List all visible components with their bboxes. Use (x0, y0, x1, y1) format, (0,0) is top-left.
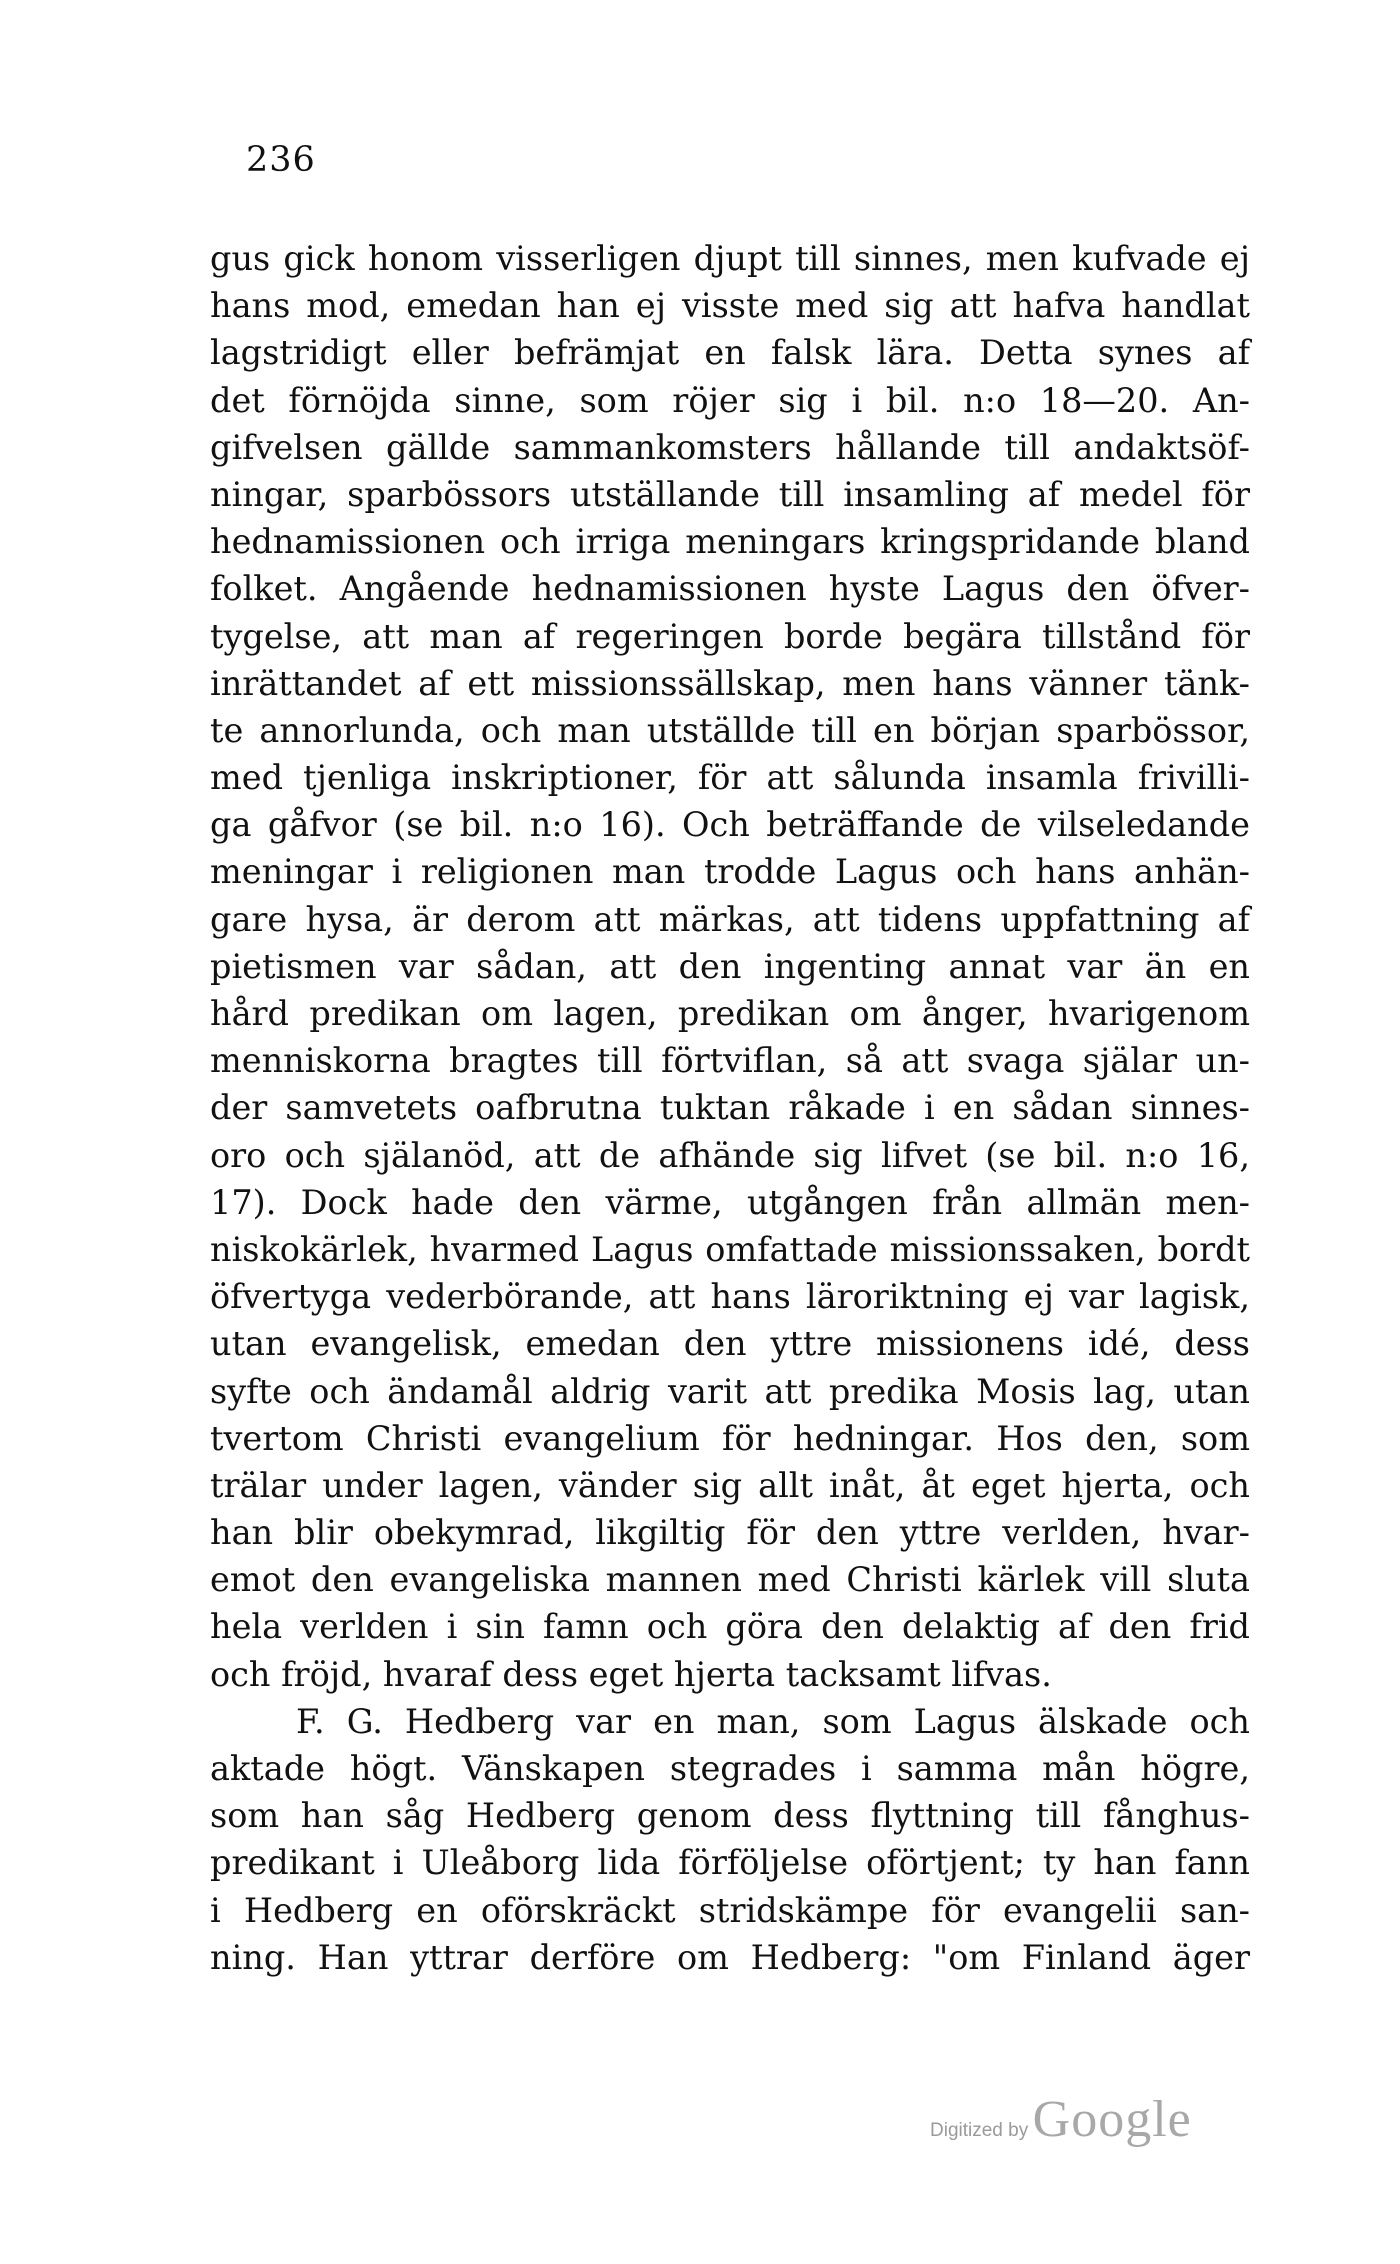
text-line: som han såg Hedberg genom dess flyttning till fånghus- (210, 1796, 1250, 1836)
text-line: det förnöjda sinne, som röjer sig i bil. n:o 18—20. An- (210, 380, 1250, 420)
text-line: och fröjd, hvaraf dess eget hjerta tacksamt lifvas. (210, 1654, 1052, 1694)
text-line: aktade högt. Vänskapen stegrades i samma mån högre, (210, 1749, 1250, 1788)
text-line: hård predikan om lagen, predikan om ånger, hvarigenom (210, 994, 1250, 1033)
text-line: gifvelsen gällde sammankomsters hållande till andaktsöf- (210, 427, 1250, 467)
digitized-watermark (930, 2090, 1192, 2149)
text-line: hela verlden i sin famn och göra den delaktig af den frid (210, 1607, 1250, 1647)
text-line: med tjenliga inskriptioner, för att sålunda insamla frivilli- (210, 758, 1250, 798)
text-line: tygelse, att man af regeringen borde begära tillstånd för (210, 616, 1250, 656)
text-line: pietismen var sådan, att den ingenting annat var än en (210, 946, 1250, 986)
text-line: niskokärlek, hvarmed Lagus omfattade missionssaken, bordt (210, 1229, 1250, 1269)
text-line: ningar, sparbössors utställande till insamling af medel för (210, 474, 1250, 514)
text-line: trälar under lagen, vänder sig allt inåt, åt eget hjerta, och (210, 1465, 1250, 1505)
text-line: hans mod, emedan han ej visste med sig att hafva handlat (210, 286, 1250, 326)
text-line: 17). Dock hade den värme, utgången från allmän men- (210, 1182, 1250, 1222)
text-line: i Hedberg en oförskräckt stridskämpe för evangelii san- (210, 1890, 1250, 1930)
text-line: tvertom Christi evangelium för hedningar. Hos den, som (210, 1418, 1250, 1458)
watermark-prefix: Digitized by (930, 2120, 1029, 2141)
body-text (210, 235, 1250, 1981)
text-line: emot den evangeliska mannen med Christi kärlek vill sluta (210, 1560, 1250, 1600)
google-logo: Google (1032, 2091, 1192, 2148)
text-line: lagstridigt eller befrämjat en falsk lära. Detta synes af (210, 333, 1250, 373)
text-line: inrättandet af ett missionssällskap, men hans vänner tänk- (210, 663, 1250, 703)
text-line: ga gåfvor (se bil. n:o 16). Och beträffande de vilseledande (210, 805, 1250, 845)
text-line: syfte och ändamål aldrig varit att predika Mosis lag, utan (210, 1371, 1250, 1411)
text-line: gare hysa, är derom att märkas, att tidens uppfattning af (210, 899, 1250, 939)
text-line: gus gick honom visserligen djupt till sinnes, men kufvade ej (210, 239, 1250, 278)
text-line: oro och själanöd, att de afhände sig lifvet (se bil. n:o 16, (210, 1135, 1250, 1175)
text-line: te annorlunda, och man utställde till en början sparbössor, (210, 710, 1250, 750)
page-number: 236 (246, 140, 316, 180)
text-line: folket. Angående hednamissionen hyste Lagus den öfver- (210, 569, 1250, 609)
text-line: han blir obekymrad, likgiltig för den yttre verlden, hvar- (210, 1513, 1250, 1553)
text-line: menniskorna bragtes till förtviflan, så att svaga själar un- (210, 1041, 1250, 1081)
text-line: meningar i religionen man trodde Lagus och hans anhän- (210, 852, 1250, 892)
text-line: F. G. Hedberg var en man, som Lagus älskade och (296, 1701, 1250, 1741)
text-line: der samvetets oafbrutna tuktan råkade i en sådan sinnes- (210, 1088, 1250, 1128)
text-line: utan evangelisk, emedan den yttre missionens idé, dess (210, 1324, 1250, 1364)
text-line: öfvertyga vederbörande, att hans läroriktning ej var lagisk, (210, 1277, 1250, 1317)
text-line: predikant i Uleåborg lida förföljelse oförtjent; ty han fann (210, 1843, 1250, 1883)
text-line: ning. Han yttrar derföre om Hedberg: "om Finland äger (210, 1937, 1250, 1977)
text-line: hednamissionen och irriga meningars kringspridande bland (210, 522, 1250, 562)
